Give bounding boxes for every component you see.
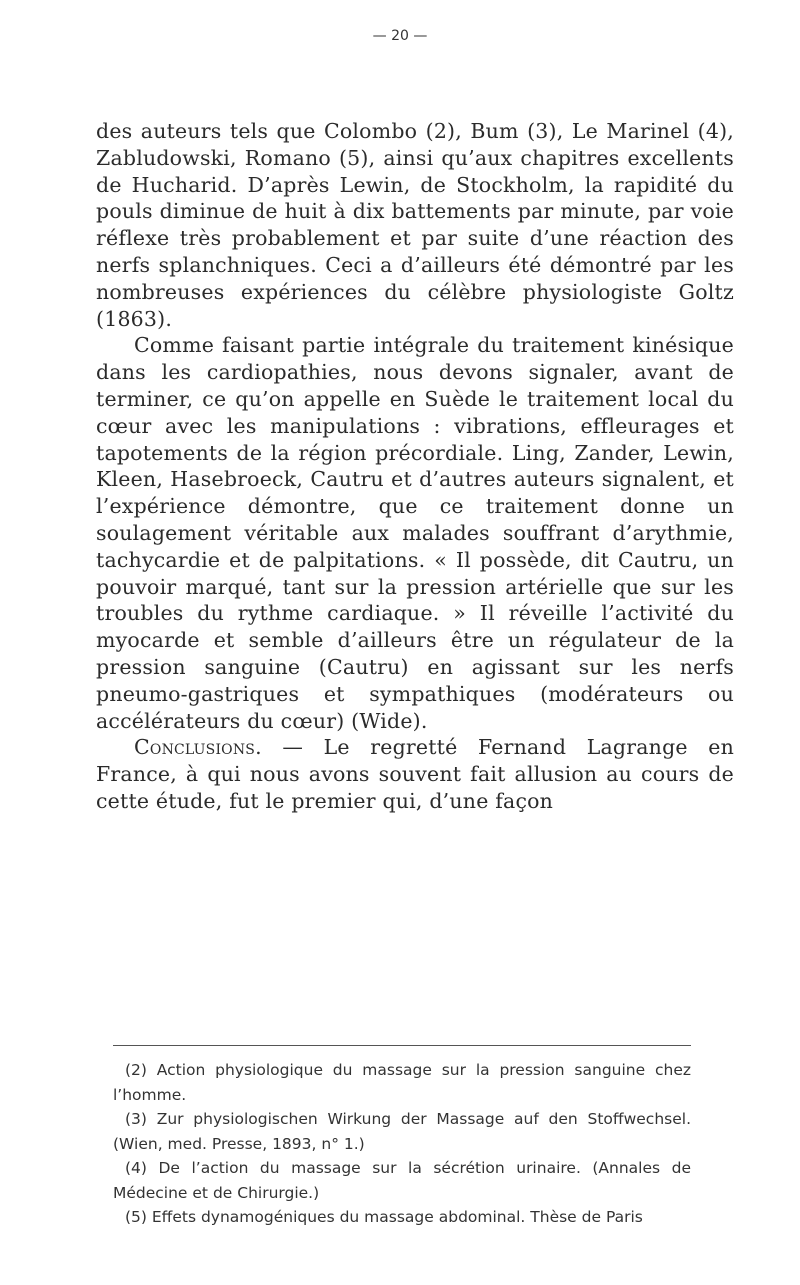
footnote-divider xyxy=(113,1045,691,1046)
footnotes xyxy=(113,1058,691,1230)
page-number: — 20 — xyxy=(372,28,428,44)
conclusions-paragraph xyxy=(96,734,734,814)
conclusions-heading: Conclusions. xyxy=(134,735,262,760)
footnote: (2) Action physiologique du massage sur la pression sanguine chez l’homme. xyxy=(113,1061,691,1104)
footnote: (4) De l’action du massage sur la sécrétion urinaire. (Annales de Médecine et de Chirurgie.) xyxy=(113,1159,691,1202)
conclusions-text: — Le regretté Fernand Lagrange en France, à qui nous avons souvent fait allusion au cours de cette étude, fut le premier qui, d’une façon xyxy=(96,735,734,813)
body-text xyxy=(96,118,734,815)
footnote: (3) Zur physiologischen Wirkung der Massage auf den Stoffwechsel. (Wien, med. Presse, 1893, n° 1.) xyxy=(113,1110,691,1153)
body-paragraph: des auteurs tels que Colombo (2), Bum (3), Le Marinel (4), Zabludowski, Romano (5), ainsi qu’aux chapitres excellents de Hucharid. D’après Lewin, de Stockholm, la rapidité du pouls diminue de huit à dix battements par minute, par voie réflexe très probablement et par suite d’une réaction des nerfs splanchniques. Ceci a d’ailleurs été démontré par les nombreuses expériences du célèbre physiologiste Goltz (1863). xyxy=(96,119,734,331)
body-paragraph: Comme faisant partie intégrale du traitement kinésique dans les cardiopathies, nous devons signaler, avant de terminer, ce qu’on appelle en Suède le traitement local du cœur avec les manipulations : vibrations, effleurages et tapotements de la région précordiale. Ling, Zander, Lewin, Kleen, Hasebroeck, Cautru et d’autres auteurs signalent, et l’expérience démontre, que ce traitement donne un soulagement véritable aux malades souffrant d’arythmie, tachycardie et de palpitations. « Il possède, dit Cautru, un pouvoir marqué, tant sur la pression artérielle que sur les troubles du rythme cardiaque. » Il réveille l’activité du myocarde et semble d’ailleurs être un régulateur de la pression sanguine (Cautru) en agissant sur les nerfs pneumo-gastriques et sympathiques (modérateurs ou accélérateurs du cœur) (Wide). xyxy=(96,333,734,733)
footnote: (5) Effets dynamogéniques du massage abdominal. Thèse de Paris xyxy=(125,1208,643,1226)
